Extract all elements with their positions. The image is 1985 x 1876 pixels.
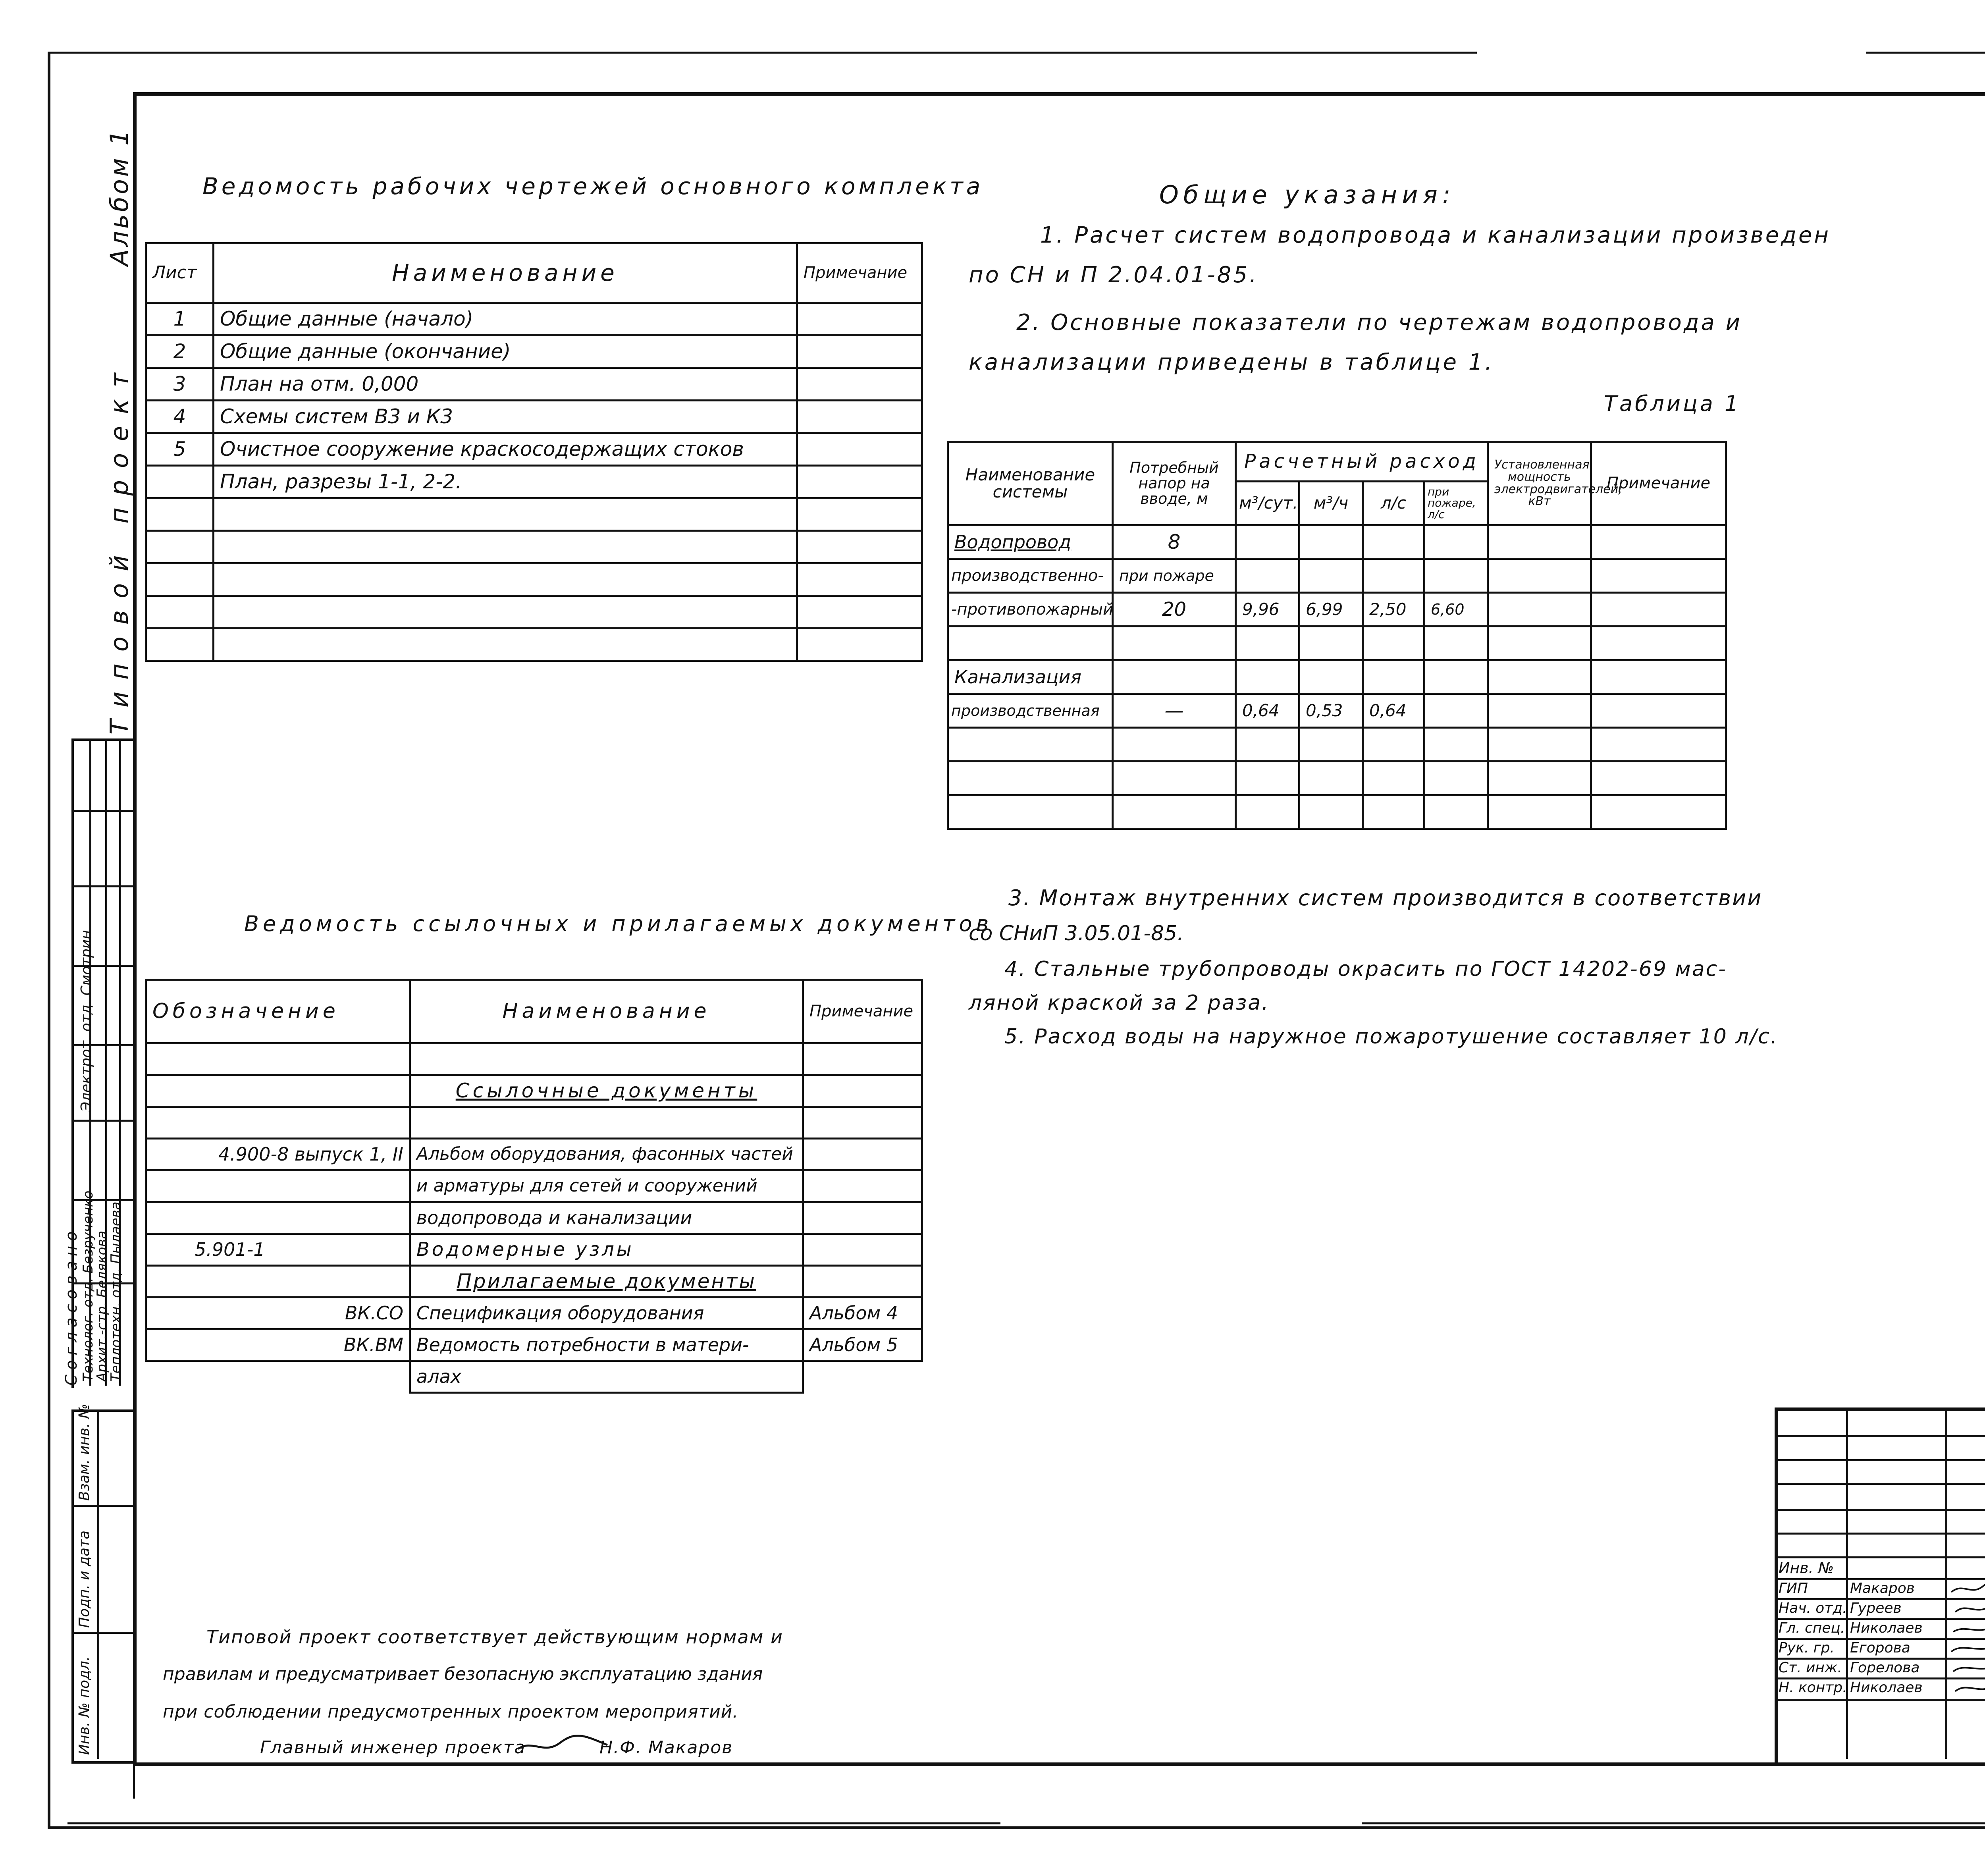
table-row <box>948 762 1726 795</box>
table-row <box>146 1329 922 1361</box>
t1-press <box>1113 762 1236 795</box>
t1-m3d: 0,64 <box>1236 694 1299 728</box>
side-stamp-row-heat: Теплотехн. отд. Пылаева <box>108 1201 124 1382</box>
sheets-table <box>145 242 923 662</box>
t1-press <box>1113 795 1236 829</box>
table-row <box>146 433 922 466</box>
sheet-name: Очистное сооружение краскосодержащих стоков <box>214 433 797 466</box>
table-row <box>146 1075 922 1107</box>
notes-title: Общие указания: <box>1159 180 1455 209</box>
sheet-note <box>797 531 922 563</box>
tb-role: Н. контр. <box>1779 1679 1847 1696</box>
t1-header-name: Наименование системы <box>948 442 1113 525</box>
t1-ls: 0,64 <box>1363 694 1424 728</box>
sheet-note <box>797 303 922 335</box>
note-4: 4. Стальные трубопроводы окрасить по ГОСТ 14202-69 мас- <box>1004 957 1727 981</box>
tb-role: ГИП <box>1779 1580 1808 1596</box>
t1-note <box>1591 728 1726 762</box>
inventory-stamp-div <box>97 1409 99 1759</box>
ref-code <box>146 1361 410 1393</box>
ref-note <box>803 1075 922 1107</box>
side-stamp-row-electro: Электрот. отд. Смотрин <box>78 930 94 1112</box>
t1-press: — <box>1113 694 1236 728</box>
tb-role: Гл. спец. <box>1779 1620 1845 1636</box>
t1-m3h: 6,99 <box>1299 593 1363 627</box>
sheet-num: 1 <box>146 303 214 335</box>
t1-m3d <box>1236 660 1299 694</box>
tb-role: Рук. гр. <box>1779 1640 1835 1656</box>
tb-name: Егорова <box>1850 1640 1910 1656</box>
t1-note <box>1591 762 1726 795</box>
side-stamp-row-1 <box>71 810 133 812</box>
tb-h2 <box>1775 1459 1985 1461</box>
t1-ls <box>1363 762 1424 795</box>
t1-power <box>1488 627 1591 660</box>
t1-fire <box>1424 660 1488 694</box>
table-row <box>146 368 922 401</box>
table-row <box>146 1043 922 1075</box>
note-2b: канализации приведены в таблице 1. <box>969 349 1495 375</box>
t1-name <box>948 795 1113 829</box>
t1-m3h <box>1299 660 1363 694</box>
statement-engineer-name: Н.Ф. Макаров <box>599 1737 733 1758</box>
sheet-name: Общие данные (начало) <box>214 303 797 335</box>
ref-name: Водомерные узлы <box>410 1234 803 1266</box>
t1-m3d <box>1236 525 1299 559</box>
t1-power <box>1488 559 1591 593</box>
sheet-note <box>797 401 922 433</box>
sheet-num: 4 <box>146 401 214 433</box>
t1-fire <box>1424 559 1488 593</box>
table-row <box>948 559 1726 593</box>
tb-h4 <box>1775 1509 1985 1511</box>
t1-note <box>1591 559 1726 593</box>
t1-m3h <box>1299 627 1363 660</box>
t1-fire <box>1424 762 1488 795</box>
ref-code: 4.900-8 выпуск 1, II <box>146 1139 410 1170</box>
inventory-stamp-row-1 <box>71 1505 133 1507</box>
sheet-num: 5 <box>146 433 214 466</box>
ref-note: Альбом 5 <box>803 1329 922 1361</box>
tb-name: Горелова <box>1850 1660 1920 1676</box>
t1-fire <box>1424 525 1488 559</box>
ref-code <box>146 1043 410 1075</box>
t1-power <box>1488 762 1591 795</box>
tb-name: Николаев <box>1850 1679 1923 1696</box>
refs-header-note: Примечание <box>803 980 922 1043</box>
t1-ls <box>1363 525 1424 559</box>
note-4b: ляной краской за 2 раза. <box>969 991 1270 1015</box>
tb-name: Гуреев <box>1850 1600 1902 1616</box>
sheet-name <box>214 629 797 661</box>
sheet-note <box>797 629 922 661</box>
sheet-note <box>797 466 922 498</box>
staff-signatures <box>1947 1578 1985 1699</box>
side-album-label: Альбом 1 <box>105 127 134 266</box>
ref-code <box>146 1170 410 1202</box>
t1-ls: 2,50 <box>1363 593 1424 627</box>
ref-name: алах <box>410 1361 803 1393</box>
statement-line-3: при соблюдении предусмотренных проектом мероприятий. <box>163 1702 739 1722</box>
table-row <box>146 563 922 596</box>
t1-name <box>948 627 1113 660</box>
refs-header-code: Обозначение <box>146 980 410 1043</box>
inventory-stamp-row-2 <box>71 1632 133 1634</box>
tb-h1 <box>1775 1435 1985 1437</box>
t1-m3h <box>1299 795 1363 829</box>
table-row <box>146 1139 922 1170</box>
ref-code <box>146 1107 410 1139</box>
t1-name: Водопровод <box>948 525 1113 559</box>
t1-m3d <box>1236 627 1299 660</box>
t1-m3d: 9,96 <box>1236 593 1299 627</box>
t1-note <box>1591 525 1726 559</box>
tb-name: Макаров <box>1850 1580 1915 1596</box>
sheet-num: 2 <box>146 335 214 368</box>
table-row <box>146 498 922 531</box>
ref-note <box>803 1107 922 1139</box>
t1-header-note: Примечание <box>1591 442 1726 525</box>
ref-code: ВК.СО <box>146 1298 410 1329</box>
sheet-note <box>797 563 922 596</box>
sheet-name <box>214 531 797 563</box>
t1-m3h <box>1299 728 1363 762</box>
sheets-header-name: Наименование <box>214 243 797 303</box>
sheets-title: Ведомость рабочих чертежей основного комплекта <box>202 173 984 200</box>
sheet-num <box>146 531 214 563</box>
t1-header-flow: Расчетный расход <box>1236 442 1488 482</box>
bottom-line-left <box>67 1822 1000 1824</box>
t1-power <box>1488 525 1591 559</box>
t1-fire <box>1424 795 1488 829</box>
table-row <box>146 596 922 629</box>
t1-press: 20 <box>1113 593 1236 627</box>
t1-press <box>1113 660 1236 694</box>
table-row <box>146 1361 922 1393</box>
sheet-note <box>797 433 922 466</box>
t1-m3d <box>1236 728 1299 762</box>
t1-ls <box>1363 660 1424 694</box>
refs-header-name: Наименование <box>410 980 803 1043</box>
ref-note <box>803 1202 922 1234</box>
t1-fire <box>1424 728 1488 762</box>
inventory-stamp-inv: Инв. № подл. <box>76 1656 93 1755</box>
t1-power <box>1488 795 1591 829</box>
chief-engineer-signature <box>516 1731 611 1759</box>
t1-ls <box>1363 559 1424 593</box>
ref-name: Спецификация оборудования <box>410 1298 803 1329</box>
outer-frame-top <box>48 52 1477 54</box>
table-row <box>948 525 1726 559</box>
ref-code <box>146 1266 410 1298</box>
inventory-stamp-swap: Взам. инв. № <box>76 1404 93 1501</box>
note-3b: со СНиП 3.05.01-85. <box>969 922 1184 945</box>
table-row <box>948 795 1726 829</box>
note-3: 3. Монтаж внутренних систем производится в соответствии <box>1008 885 1763 910</box>
t1-name: Канализация <box>948 660 1113 694</box>
sheets-header-num: Лист <box>146 243 214 303</box>
note-2: 2. Основные показатели по чертежам водопровода и <box>1016 310 1742 335</box>
sheet-note <box>797 498 922 531</box>
t1-m3h <box>1299 559 1363 593</box>
ref-note: Альбом 4 <box>803 1298 922 1329</box>
sheet-note <box>797 335 922 368</box>
sheets-header-note: Примечание <box>797 243 922 303</box>
sheet-num <box>146 596 214 629</box>
table-row <box>146 466 922 498</box>
table-row <box>146 1298 922 1329</box>
t1-m3h: 0,53 <box>1299 694 1363 728</box>
statement-line-2: правилам и предусматривает безопасную эксплуатацию здания <box>163 1664 763 1684</box>
table-row <box>948 593 1726 627</box>
t1-m3d <box>1236 795 1299 829</box>
side-stamp-row-tech: Технолог. отд. Безрученко <box>80 1190 96 1382</box>
sheet-name <box>214 563 797 596</box>
side-stamp-row-5 <box>71 1120 133 1122</box>
sheet-name: План на отм. 0,000 <box>214 368 797 401</box>
ref-note <box>803 1266 922 1298</box>
t1-name: производственная <box>948 694 1113 728</box>
sheet-name: Общие данные (окончание) <box>214 335 797 368</box>
t1-note <box>1591 795 1726 829</box>
ref-name: Альбом оборудования, фасонных частей <box>410 1139 803 1170</box>
t1-header-fire: при пожаре, л/с <box>1424 482 1488 525</box>
t1-header-ls: л/с <box>1363 482 1424 525</box>
t1-power <box>1488 593 1591 627</box>
side-stamp-row-arch: Архит.-стр. Белякова <box>94 1230 110 1382</box>
t1-note <box>1591 660 1726 694</box>
table-row <box>146 401 922 433</box>
ref-note <box>803 1170 922 1202</box>
tb-h3 <box>1775 1483 1985 1485</box>
inventory-stamp-sign-date: Подп. и дата <box>76 1530 93 1628</box>
side-project-type: Типовой проект <box>105 361 134 735</box>
t1-name <box>948 762 1113 795</box>
table-row <box>146 303 922 335</box>
table-row <box>948 627 1726 660</box>
tb-role: Нач. отд. <box>1779 1600 1847 1616</box>
ref-note <box>803 1361 922 1393</box>
t1-header-m3d: м³/сут. <box>1236 482 1299 525</box>
t1-note <box>1591 627 1726 660</box>
tb-inv-label: Инв. № <box>1779 1559 1834 1577</box>
t1-name: -противопожарный <box>948 593 1113 627</box>
statement-line-4: Главный инженер проекта <box>260 1737 526 1758</box>
table-row <box>146 1170 922 1202</box>
table-row <box>146 629 922 661</box>
t1-press: при пожаре <box>1113 559 1236 593</box>
t1-fire <box>1424 627 1488 660</box>
t1-m3h <box>1299 525 1363 559</box>
sheet-num <box>146 498 214 531</box>
t1-power <box>1488 728 1591 762</box>
indicators-table <box>947 441 1727 830</box>
t1-press: 8 <box>1113 525 1236 559</box>
sheet-note <box>797 596 922 629</box>
ref-note <box>803 1139 922 1170</box>
sheet-num: 3 <box>146 368 214 401</box>
table-row <box>146 531 922 563</box>
side-stamp-agreed: Согласовано <box>62 1226 81 1386</box>
ref-name: Ведомость потребности в матери- <box>410 1329 803 1361</box>
sheet-name <box>214 596 797 629</box>
ref-code <box>146 1075 410 1107</box>
t1-header-press: Потребный напор на вводе, м <box>1113 442 1236 525</box>
ref-name: и арматуры для сетей и сооружений <box>410 1170 803 1202</box>
t1-ls <box>1363 795 1424 829</box>
t1-fire <box>1424 694 1488 728</box>
sheet-num <box>146 629 214 661</box>
tb-h5 <box>1775 1533 1985 1535</box>
tb-name: Николаев <box>1850 1620 1923 1636</box>
ref-code: ВК.ВМ <box>146 1329 410 1361</box>
refs-title: Ведомость ссылочных и прилагаемых документов <box>244 911 993 936</box>
t1-header-power: Установленная мощность электродвигателей, кВт <box>1488 442 1591 525</box>
t1-m3h <box>1299 762 1363 795</box>
table-1-label: Таблица 1 <box>1604 391 1741 416</box>
sheet-num <box>146 466 214 498</box>
table-row <box>146 1107 922 1139</box>
table-row <box>146 1202 922 1234</box>
note-5: 5. Расход воды на наружное пожаротушение составляет 10 л/с. <box>1004 1025 1779 1049</box>
t1-press <box>1113 728 1236 762</box>
sheet-num <box>146 563 214 596</box>
ref-name <box>410 1043 803 1075</box>
table-row <box>948 728 1726 762</box>
t1-name <box>948 728 1113 762</box>
tb-role: Ст. инж. <box>1779 1660 1842 1676</box>
t1-ls <box>1363 728 1424 762</box>
refs-table <box>145 979 923 1394</box>
t1-header-m3h: м³/ч <box>1299 482 1363 525</box>
ref-name: Ссылочные документы <box>410 1075 803 1107</box>
t1-fire: 6,60 <box>1424 593 1488 627</box>
table-row <box>146 1266 922 1298</box>
outer-frame-top-right <box>1866 52 1985 54</box>
ref-name: водопровода и канализации <box>410 1202 803 1234</box>
t1-power <box>1488 694 1591 728</box>
note-1: 1. Расчет систем водопровода и канализации произведен <box>1040 222 1831 248</box>
ref-name: Прилагаемые документы <box>410 1266 803 1298</box>
ref-code: 5.901-1 <box>146 1234 410 1266</box>
bottom-tick-left <box>133 1759 135 1799</box>
t1-m3d <box>1236 559 1299 593</box>
t1-power <box>1488 660 1591 694</box>
side-stamp-row-2 <box>71 885 133 887</box>
sheet-name <box>214 498 797 531</box>
note-1b: по СН и П 2.04.01-85. <box>969 262 1258 288</box>
table-row <box>146 1234 922 1266</box>
t1-name: производственно- <box>948 559 1113 593</box>
t1-press <box>1113 627 1236 660</box>
ref-code <box>146 1202 410 1234</box>
t1-m3d <box>1236 762 1299 795</box>
t1-note <box>1591 593 1726 627</box>
ref-note <box>803 1043 922 1075</box>
ref-note <box>803 1234 922 1266</box>
ref-name <box>410 1107 803 1139</box>
bottom-line-right <box>1362 1822 1985 1824</box>
tb-h6 <box>1775 1556 1985 1558</box>
statement-line-1: Типовой проект соответствует действующим нормам и <box>206 1626 783 1648</box>
sheet-name: Схемы систем В3 и К3 <box>214 401 797 433</box>
t1-note <box>1591 694 1726 728</box>
tb-h13 <box>1775 1699 1985 1701</box>
sheet-name: План, разрезы 1-1, 2-2. <box>214 466 797 498</box>
table-row <box>948 660 1726 694</box>
t1-ls <box>1363 627 1424 660</box>
sheet-note <box>797 368 922 401</box>
table-row <box>948 694 1726 728</box>
table-row <box>146 335 922 368</box>
